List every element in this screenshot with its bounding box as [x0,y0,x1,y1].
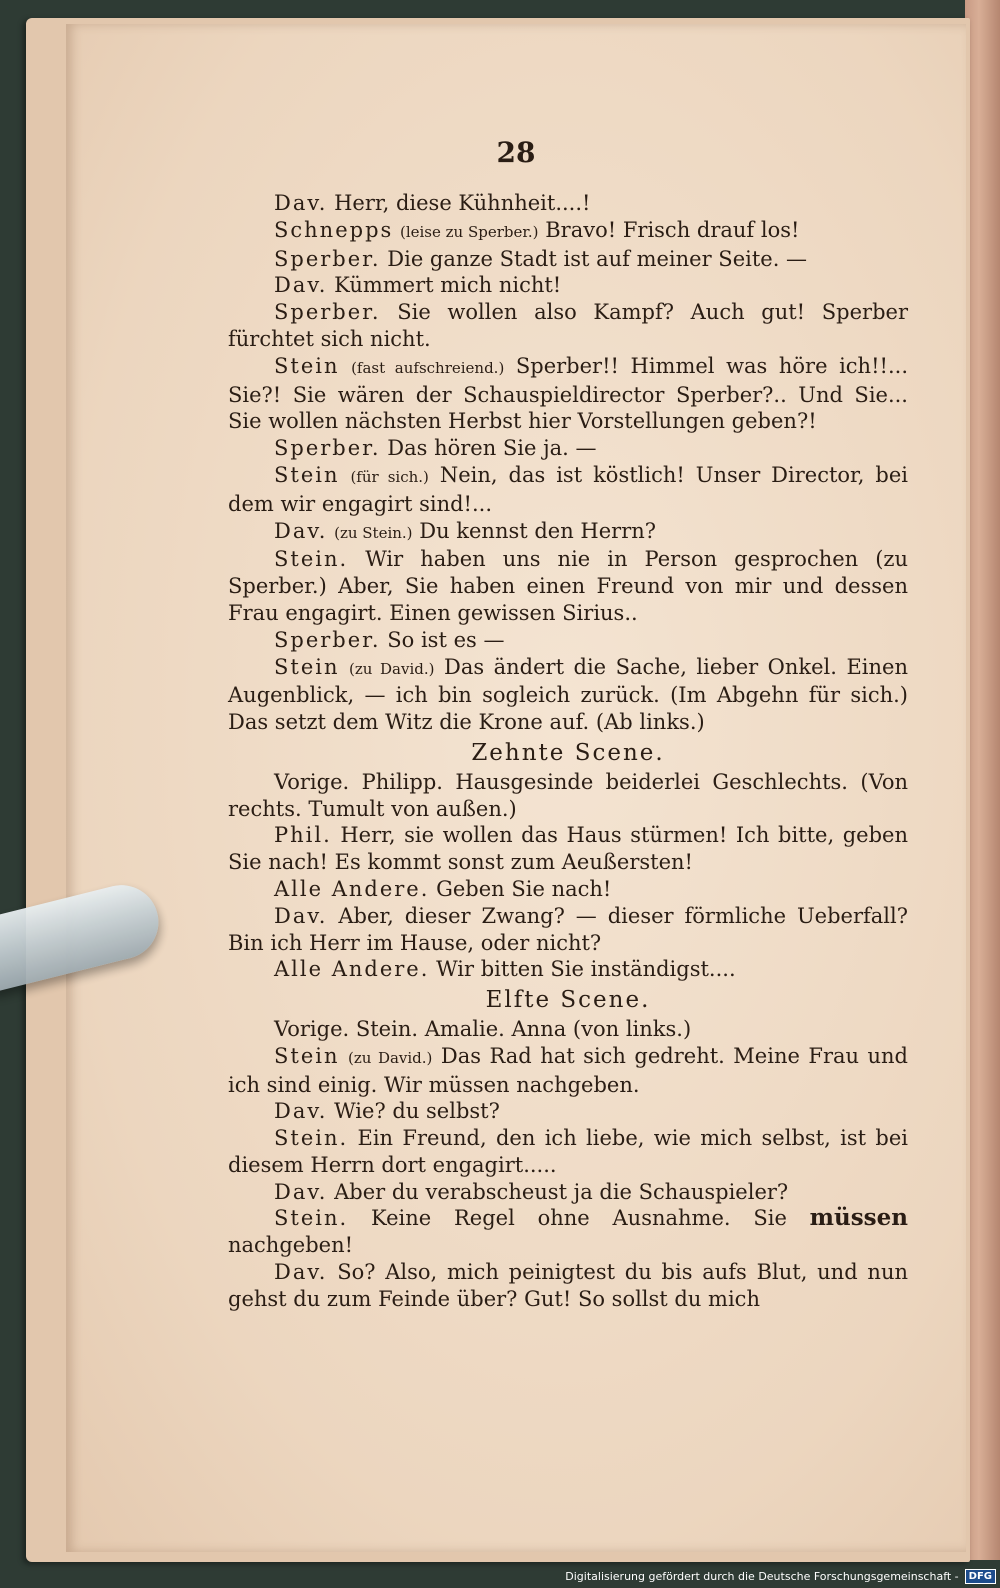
speech-text: Nein, das ist köstlich! Unser Director, bei dem wir engagirt sind!... [228,462,908,516]
cast-line: Vorige. Philipp. Hausgesinde beiderlei Geschlechts. (Von rechts. Tumult von außen.) [228,769,908,821]
speech-text: Aber, dieser Zwang? — dieser förmliche Ueberfall? Bin ich Herr im Hause, oder nicht? [228,903,908,955]
speech-line [228,299,908,353]
speaker: Alle Andere. [274,957,430,982]
speech-line [228,1098,908,1125]
stage-direction: (zu David.) [347,1048,433,1067]
speaker: Schnepps [274,217,394,242]
speaker: Stein. [274,1126,349,1151]
speaker: Sperber. [274,627,381,652]
speech-line [228,654,908,736]
speech-text: So? Also, mich peinigtest du bis aufs Blut, und nun gehst du zum Feinde über? Gut! So sollst du mich [228,1260,908,1311]
speech-text: Sie wollen also Kampf? Auch gut! Sperber fürchtet sich nicht. [228,300,908,351]
speech-text: Das ändert die Sache, lieber Onkel. Einen Augenblick, — ich bin sogleich zurück. (Im Abgehn für sich.) Das setzt dem Witz die Krone auf. (Ab links.) [228,654,908,735]
speech-text: Herr, sie wollen das Haus stürmen! Ich bitte, geben Sie nach! Es kommt sonst zum Aeußersten! [228,823,908,875]
speaker: Stein. [274,1206,349,1231]
speech-line [228,353,908,435]
speech-line [228,876,908,903]
speech-line [228,435,908,462]
speaker: Phil. [274,823,332,848]
stage-direction: (für sich.) [350,467,429,486]
speaker: Sperber. [274,300,381,325]
speech-text: Wir haben uns nie in Person gesprochen (zu Sperber.) Aber, Sie haben einen Freund von mir und dessen Frau engagirt. Einen gewissen Sirius.. [228,547,908,625]
speaker: Dav. [274,191,328,215]
speech-text: Geben Sie nach! [436,876,612,901]
speaker: Stein [274,1043,340,1068]
speech-text: So ist es — [387,627,505,652]
speech-text: Das Rad hat sich gedreht. Meine Frau und ich sind einig. Wir müssen nachgeben. [228,1043,908,1097]
speech-line [228,1259,908,1313]
speech-line [228,627,908,654]
speaker: Dav. [274,273,328,298]
stage-direction: (zu Stein.) [334,523,413,542]
speech-line [228,546,908,626]
book-edge [965,0,1000,1560]
speaker: Sperber. [274,436,381,461]
scene-heading: Zehnte Scene. [471,739,665,766]
speaker: Dav. [274,1179,328,1204]
speech-text: Wir bitten Sie inständigst.... [436,957,736,982]
speech-line [228,1125,908,1179]
emphasized-word: müssen [809,1204,908,1232]
speech-line [228,956,908,983]
speech-text: Die ganze Stadt ist auf meiner Seite. — [387,246,808,271]
speech-text: Das hören Sie ja. — [387,436,597,461]
speech-line [228,190,908,217]
stage-direction: (leise zu Sperber.) [399,222,539,241]
speech-text: Herr, diese Kühnheit....! [334,191,591,215]
speech-line [228,272,908,299]
speech-line [228,246,908,273]
page-text [228,190,908,1313]
book [26,18,970,1562]
speech-text: Bravo! Frisch drauf los! [545,217,800,242]
footer-credit: Digitalisierung gefördert durch die Deutsche Forschungsgemeinschaft - [565,1569,959,1583]
speech-line [228,1043,908,1099]
speech-line [228,822,908,876]
speech-line [228,462,908,518]
speech-text: Aber du verabscheust ja die Schauspieler? [334,1179,789,1204]
footer [565,1566,996,1586]
speaker: Dav. [274,1099,328,1124]
speech-line [228,1205,908,1259]
speech-text: Ein Freund, den ich liebe, wie mich selbst, ist bei diesem Herrn dort engagirt..... [228,1126,908,1177]
speech-line [228,903,908,957]
speech-line [228,217,908,246]
speech-line [228,518,908,547]
speaker: Dav. [274,1260,328,1285]
speaker: Stein [274,353,340,378]
speech-text: Sperber!! Himmel was höre ich!!... Sie?! Sie wären der Schauspieldirector Sperber?.. Und Sie... Sie wollen nächsten Herbst hier Vorstellungen geben?! [228,353,908,434]
speaker: Stein [274,462,340,487]
scene-heading: Elfte Scene. [485,987,651,1014]
page-number: 28 [496,136,536,169]
speaker: Dav. [274,518,328,543]
speaker: Stein [274,654,340,679]
speech-text: Kümmert mich nicht! [334,273,562,298]
stage-direction: (zu David.) [349,659,435,678]
dfg-logo: DFG [965,1569,996,1584]
cast-line: Vorige. Stein. Amalie. Anna (von links.) [274,1016,692,1041]
speaker: Sperber. [274,246,381,271]
book-page [66,24,966,1552]
speech-line [228,1179,908,1206]
speaker: Dav. [274,903,328,928]
speech-text: Du kennst den Herrn? [419,518,657,543]
speaker: Alle Andere. [274,876,430,901]
stage-direction: (fast aufschreiend.) [351,358,505,377]
speech-text: Wie? du selbst? [334,1099,500,1124]
speaker: Stein. [274,547,349,572]
speech-text: Keine Regel ohne Ausnahme. Sie müssen nachgeben! [228,1204,908,1258]
